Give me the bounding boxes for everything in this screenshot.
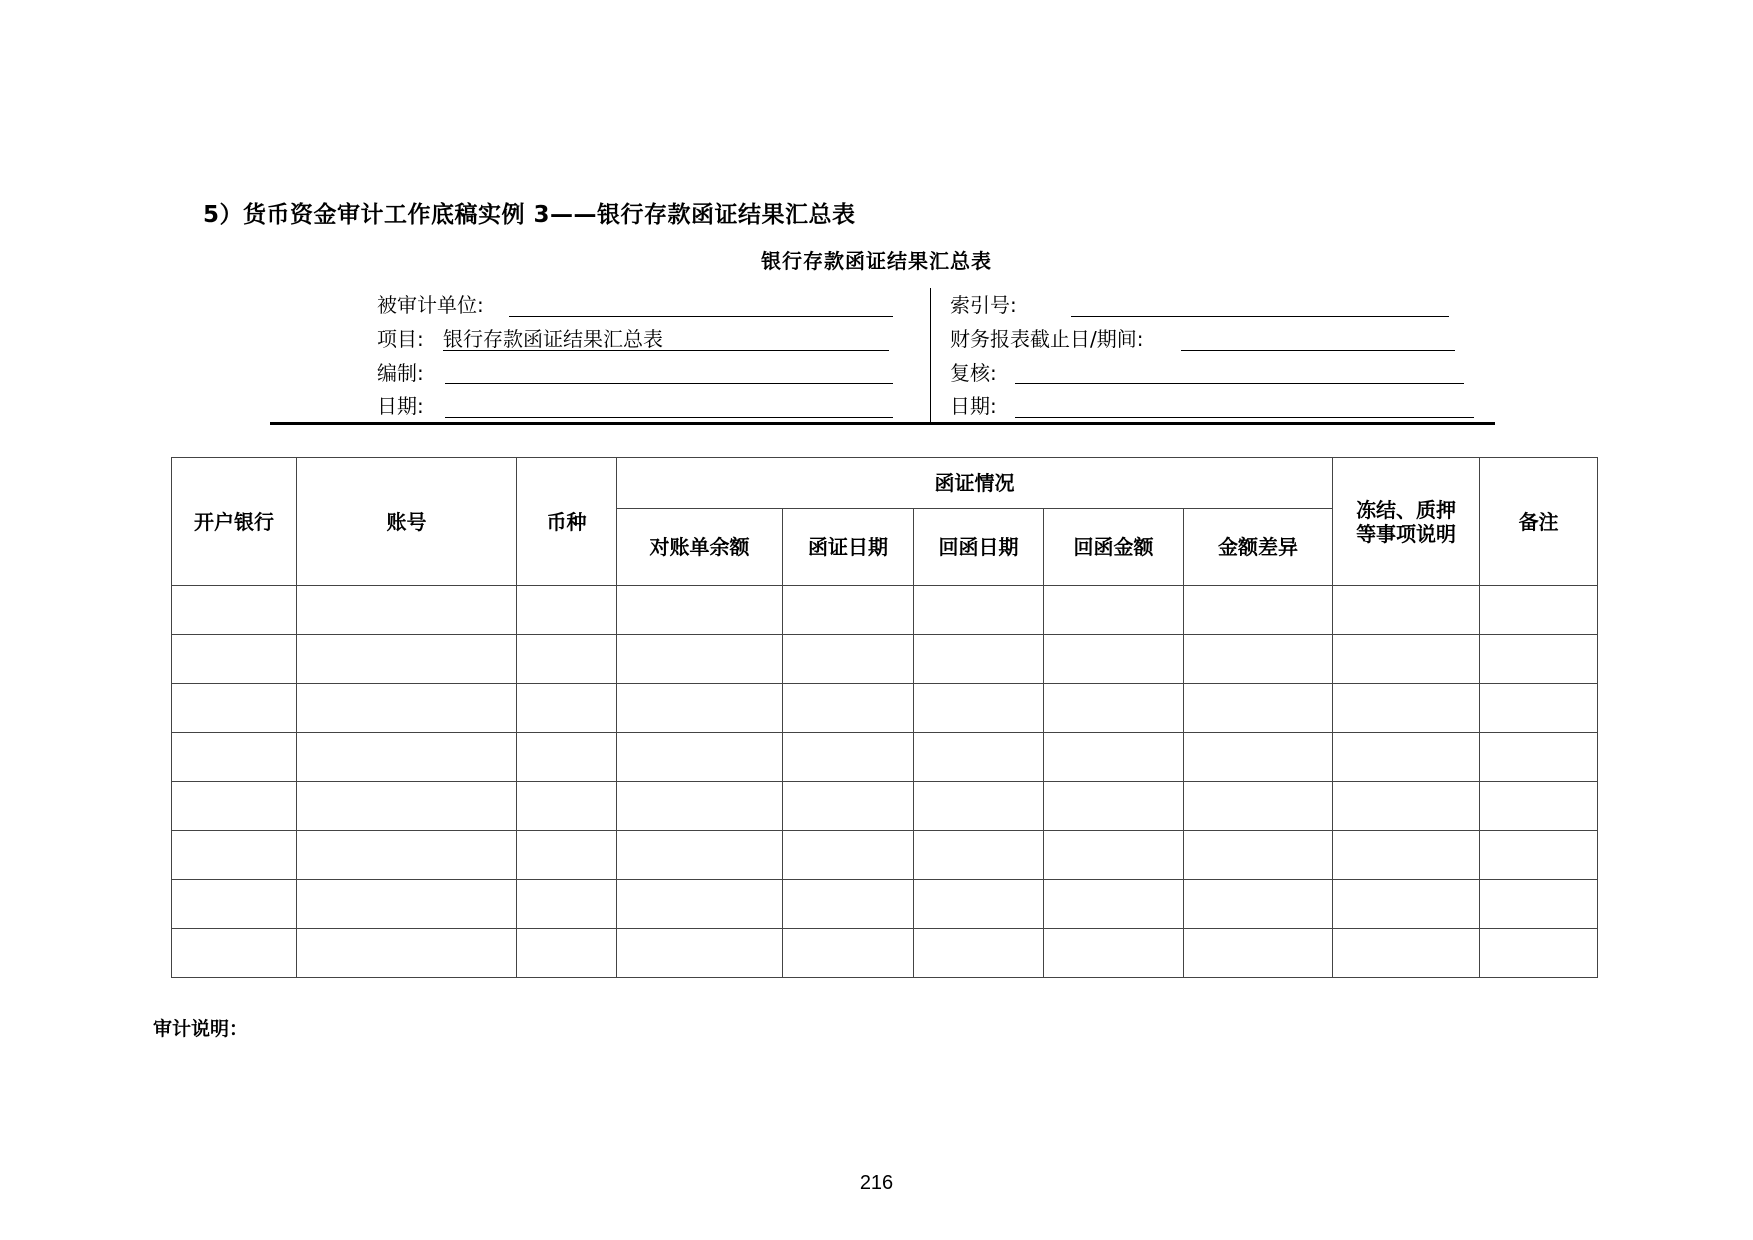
table-cell[interactable] (617, 635, 783, 684)
table-cell[interactable] (172, 831, 297, 880)
reviewer-field[interactable] (1015, 383, 1464, 384)
table-cell[interactable] (1333, 929, 1480, 978)
table-cell[interactable] (914, 782, 1044, 831)
table-cell[interactable] (617, 733, 783, 782)
table-cell[interactable] (1333, 586, 1480, 635)
table-cell[interactable] (1184, 586, 1333, 635)
col-amount-difference-header: 金额差异 (1184, 509, 1333, 586)
col-frozen-pledged-header (1333, 458, 1480, 586)
table-row (172, 635, 1598, 684)
table-cell[interactable] (1480, 733, 1598, 782)
table-cell[interactable] (297, 880, 517, 929)
col-statement-balance-header: 对账单余额 (617, 509, 783, 586)
date-right-field[interactable] (1015, 417, 1474, 418)
table-row (172, 586, 1598, 635)
table-cell[interactable] (1184, 684, 1333, 733)
table-cell[interactable] (617, 586, 783, 635)
table-cell[interactable] (1333, 684, 1480, 733)
col-reply-amount-header: 回函金额 (1044, 509, 1184, 586)
table-cell[interactable] (1333, 782, 1480, 831)
table-cell[interactable] (1480, 635, 1598, 684)
table-cell[interactable] (1044, 635, 1184, 684)
col-confirmation-date-header: 函证日期 (783, 509, 914, 586)
table-cell[interactable] (517, 586, 617, 635)
table-cell[interactable] (914, 831, 1044, 880)
table-cell[interactable] (1480, 831, 1598, 880)
table-cell[interactable] (914, 684, 1044, 733)
frozen-pledged-label: 冻结、质押等事项说明 (1356, 497, 1457, 546)
table-cell[interactable] (1044, 684, 1184, 733)
confirmation-results-table (171, 457, 1598, 978)
table-cell[interactable] (517, 782, 617, 831)
table-cell[interactable] (1184, 929, 1333, 978)
table-cell[interactable] (517, 635, 617, 684)
report-date-label: 财务报表截止日/期间: (950, 327, 1144, 351)
table-cell[interactable] (297, 782, 517, 831)
table-cell[interactable] (297, 929, 517, 978)
table-cell[interactable] (172, 635, 297, 684)
audited-unit-label: 被审计单位: (377, 293, 484, 317)
prepared-by-label: 编制: (377, 361, 424, 385)
form-title: 银行存款函证结果汇总表 (761, 249, 992, 273)
table-cell[interactable] (1333, 880, 1480, 929)
table-cell[interactable] (1184, 782, 1333, 831)
table-row (172, 880, 1598, 929)
table-cell[interactable] (297, 831, 517, 880)
page-number: 216 (859, 1172, 894, 1194)
table-row (172, 831, 1598, 880)
section-title: 5）货币资金审计工作底稿实例 3——银行存款函证结果汇总表 (203, 202, 856, 228)
table-cell[interactable] (1044, 782, 1184, 831)
project-value: 银行存款函证结果汇总表 (443, 327, 663, 351)
table-cell[interactable] (1044, 929, 1184, 978)
table-cell[interactable] (517, 831, 617, 880)
date-right-label: 日期: (950, 394, 997, 418)
table-cell[interactable] (1333, 635, 1480, 684)
table-cell[interactable] (1184, 733, 1333, 782)
header-vertical-divider (930, 288, 931, 422)
table-cell[interactable] (783, 733, 914, 782)
col-currency-header: 币种 (517, 458, 617, 586)
col-reply-date-header: 回函日期 (914, 509, 1044, 586)
report-date-field[interactable] (1181, 350, 1455, 351)
table-cell[interactable] (517, 929, 617, 978)
table-cell[interactable] (783, 929, 914, 978)
table-cell[interactable] (1184, 880, 1333, 929)
project-label: 项目: (377, 327, 424, 351)
table-row (172, 684, 1598, 733)
project-field[interactable] (443, 350, 889, 351)
table-cell[interactable] (914, 635, 1044, 684)
table-cell[interactable] (1480, 782, 1598, 831)
col-confirmation-group-header: 函证情况 (617, 458, 1333, 509)
table-cell[interactable] (783, 635, 914, 684)
table-cell[interactable] (617, 684, 783, 733)
table-cell[interactable] (1044, 831, 1184, 880)
date-left-label: 日期: (377, 394, 424, 418)
table-cell[interactable] (172, 586, 297, 635)
table-cell[interactable] (172, 880, 297, 929)
table-cell[interactable] (517, 733, 617, 782)
table-cell[interactable] (172, 782, 297, 831)
col-bank-header: 开户银行 (172, 458, 297, 586)
table-cell[interactable] (914, 929, 1044, 978)
table-cell[interactable] (783, 586, 914, 635)
table-cell[interactable] (172, 733, 297, 782)
table-cell[interactable] (297, 586, 517, 635)
audited-unit-field[interactable] (509, 316, 893, 317)
table-body (172, 586, 1598, 978)
table-cell[interactable] (297, 733, 517, 782)
table-cell[interactable] (297, 684, 517, 733)
table-cell[interactable] (783, 831, 914, 880)
table-cell[interactable] (517, 684, 617, 733)
table-cell[interactable] (617, 831, 783, 880)
table-cell[interactable] (617, 880, 783, 929)
table-cell[interactable] (1480, 929, 1598, 978)
table-cell[interactable] (297, 635, 517, 684)
table-cell[interactable] (783, 684, 914, 733)
table-cell[interactable] (1480, 586, 1598, 635)
table-cell[interactable] (617, 929, 783, 978)
table-cell[interactable] (1184, 831, 1333, 880)
table-cell[interactable] (783, 782, 914, 831)
index-field[interactable] (1071, 316, 1449, 317)
table-cell[interactable] (783, 880, 914, 929)
date-left-field[interactable] (445, 417, 893, 418)
reviewer-label: 复核: (950, 361, 997, 385)
table-cell[interactable] (172, 684, 297, 733)
table-cell[interactable] (172, 929, 297, 978)
table-cell[interactable] (1333, 733, 1480, 782)
col-remarks-header: 备注 (1480, 458, 1598, 586)
col-account-header: 账号 (297, 458, 517, 586)
table-cell[interactable] (1044, 880, 1184, 929)
table-row (172, 782, 1598, 831)
table-cell[interactable] (1044, 586, 1184, 635)
index-label: 索引号: (950, 293, 1017, 317)
table-cell[interactable] (517, 880, 617, 929)
table-row (172, 929, 1598, 978)
table-cell[interactable] (914, 880, 1044, 929)
table-cell[interactable] (1480, 684, 1598, 733)
table-cell[interactable] (914, 586, 1044, 635)
prepared-by-field[interactable] (445, 383, 893, 384)
table-cell[interactable] (1184, 635, 1333, 684)
table-cell[interactable] (617, 782, 783, 831)
table-cell[interactable] (1480, 880, 1598, 929)
table-cell[interactable] (914, 733, 1044, 782)
audit-note-label: 审计说明： (153, 1018, 249, 1040)
table-cell[interactable] (1044, 733, 1184, 782)
table-cell[interactable] (1333, 831, 1480, 880)
table-row (172, 733, 1598, 782)
header-bottom-rule (270, 422, 1495, 425)
